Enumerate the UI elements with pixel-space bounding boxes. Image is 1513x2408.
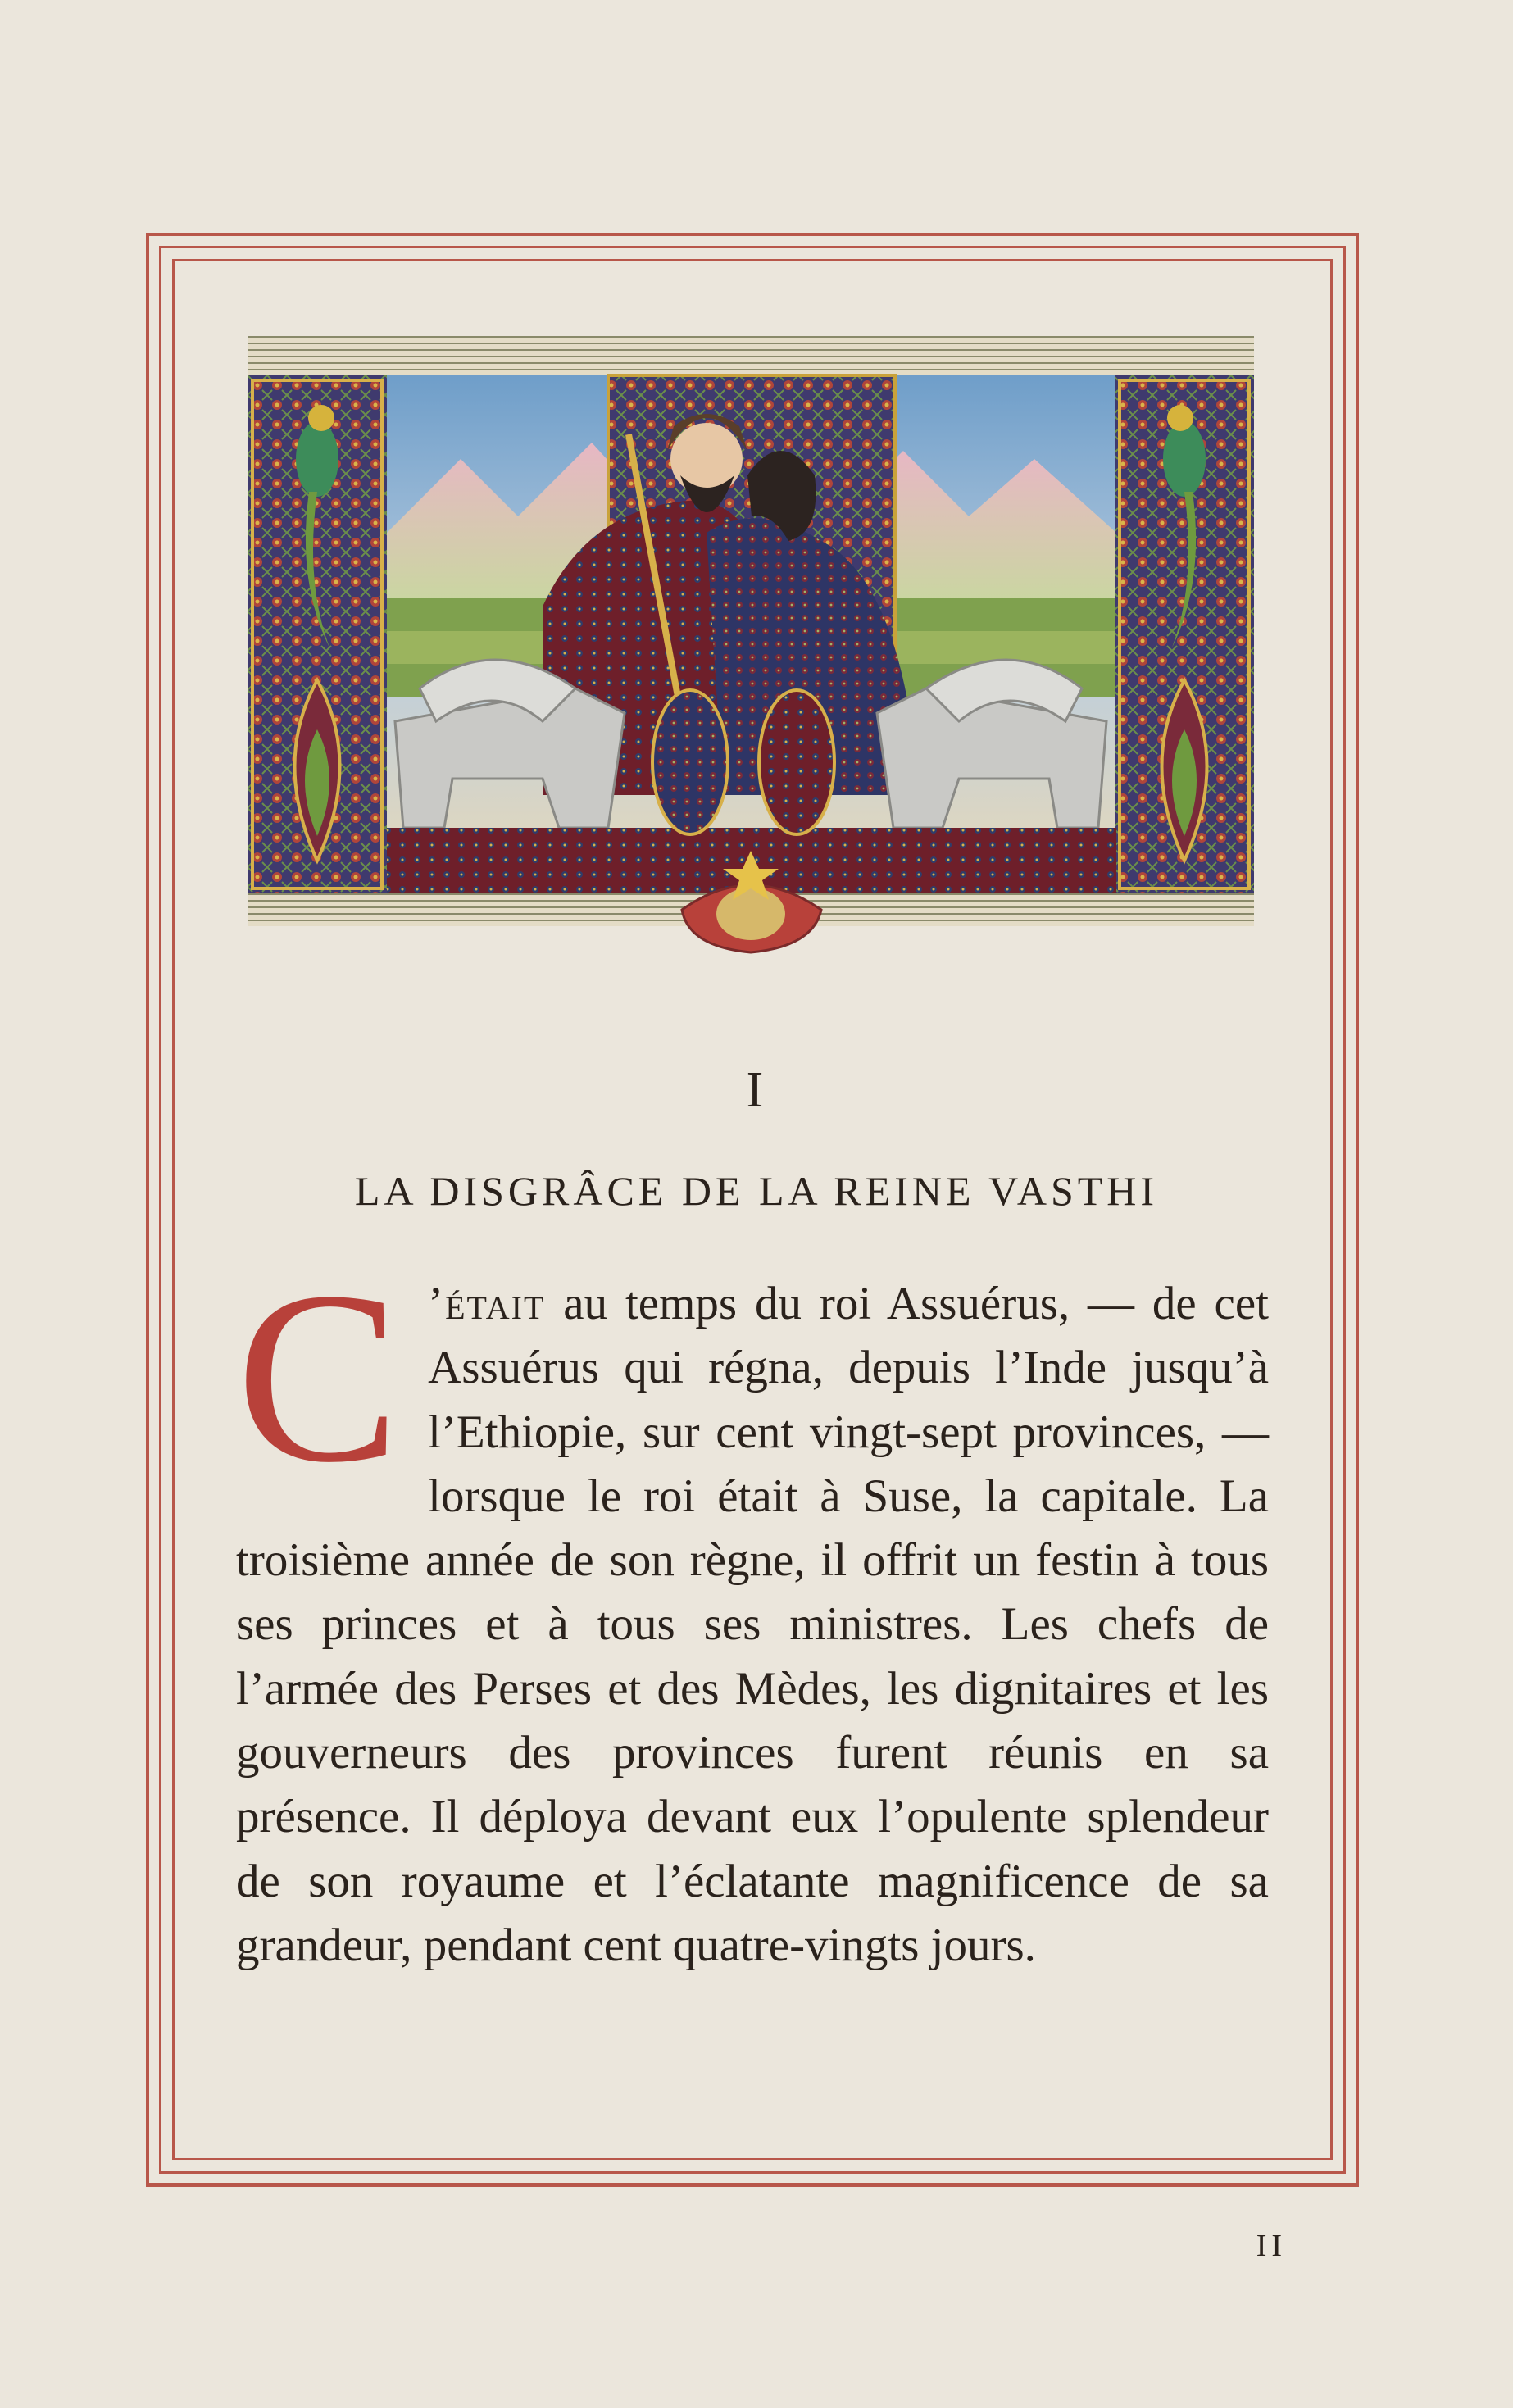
chapter-number: I <box>746 1062 767 1118</box>
chapter-body <box>236 1241 1269 1978</box>
body-text: au temps du roi Assuérus, — de cet Assuérus qui régna, depuis l’Inde jusqu’à l’Ethiopie, sur cent vingt-sept provinces, — lorsque le roi était à Suse, la capitale. La troisième année de son règne, il offrit un festin à tous ses princes et à tous ses ministres. Les chefs de l’armée des Perses et des Mèdes, les dignitaires et les gouverneurs des provinces furent réunis en sa présence. Il déploya devant eux l’opulente splendeur de son royaume et l’éclatante magnificence de sa grandeur, pendant cent quatre-vingts jours. <box>236 1278 1269 1971</box>
chapter-illustration <box>248 336 1254 955</box>
chapter-title: LA DISGRÂCE DE LA REINE VASTHI <box>354 1168 1159 1214</box>
lead-in: ’était <box>428 1278 546 1329</box>
page-number: II <box>1256 2229 1287 2263</box>
drop-cap: C <box>236 1241 401 1513</box>
